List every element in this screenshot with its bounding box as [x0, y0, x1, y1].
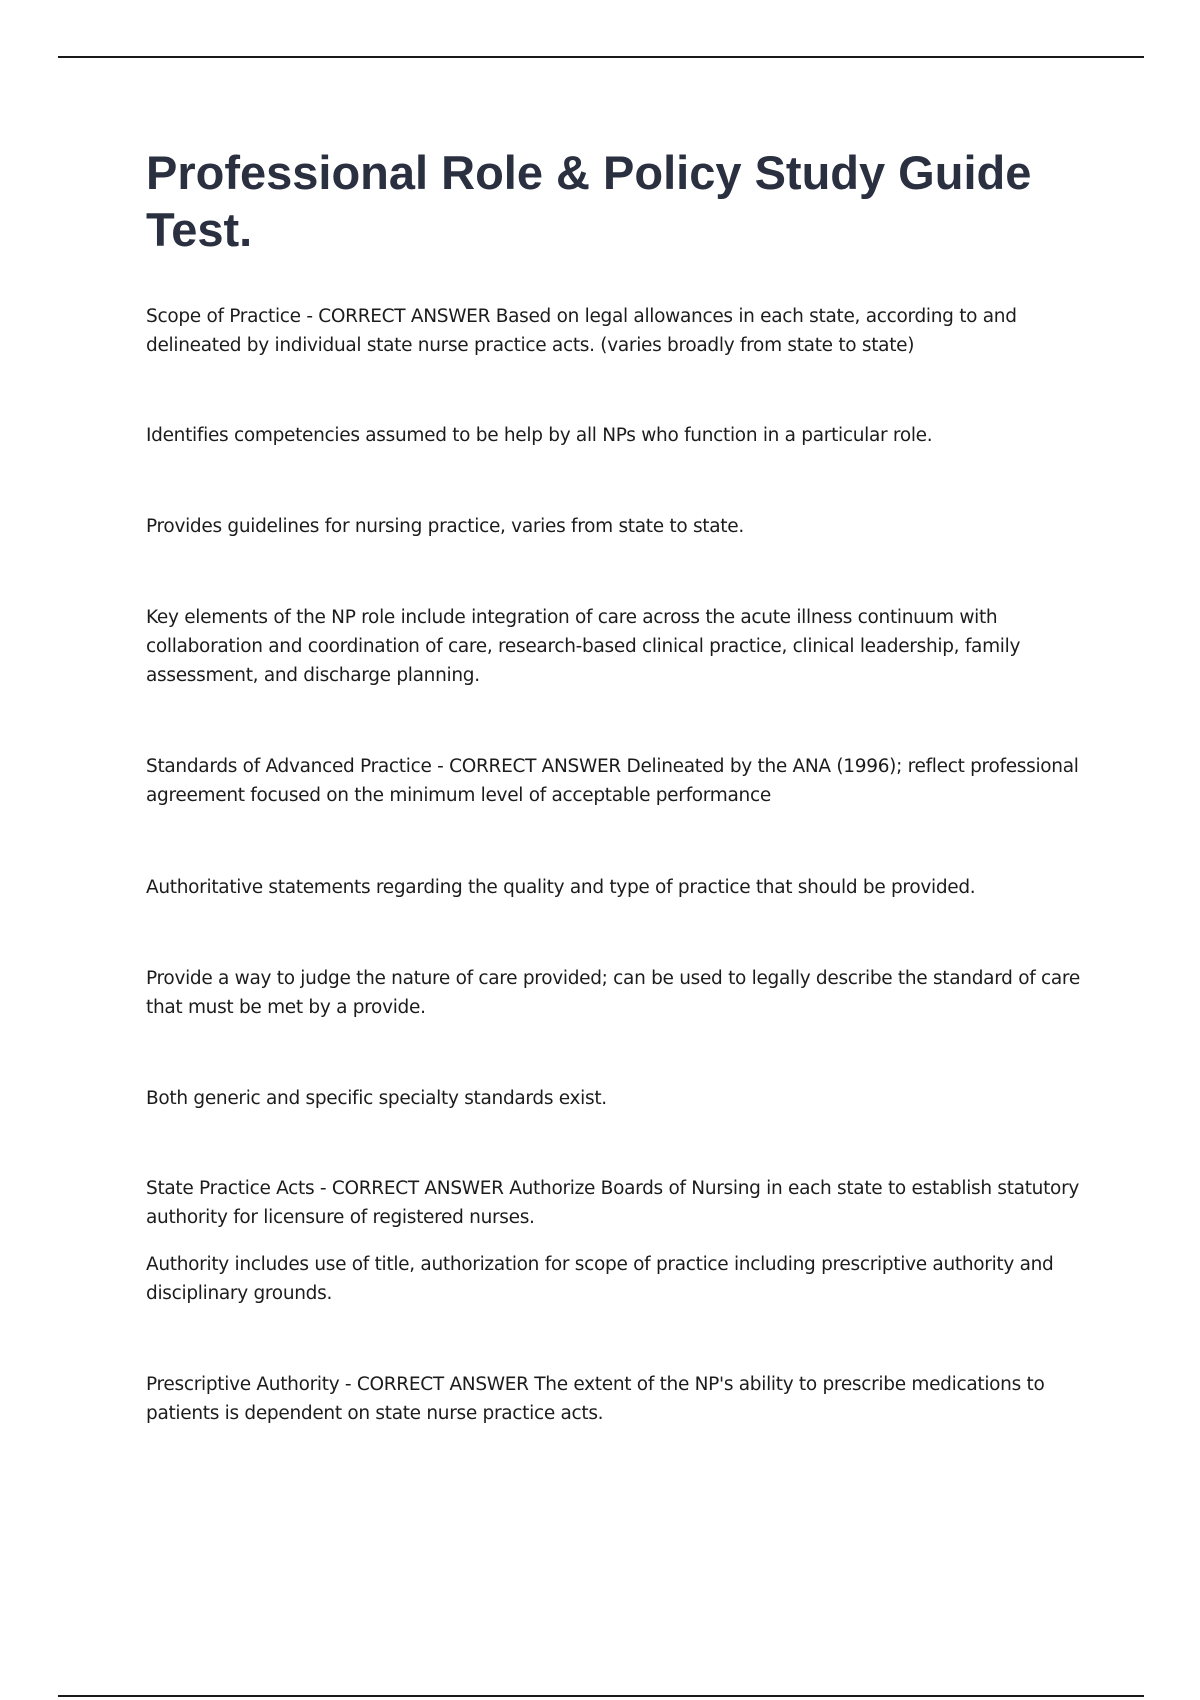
- paragraph-state-practice-acts: State Practice Acts - CORRECT ANSWER Authorize Boards of Nursing in each state to establish statutory authority for licensure of registered nurses.: [146, 1178, 1080, 1228]
- paragraph-key-elements: Key elements of the NP role include integration of care across the acute illness continuum with collaboration and coordination of care, research-based clinical practice, clinical leadership, family assessment, and discharge planning.: [146, 607, 1021, 686]
- paragraph-prescriptive-authority: Prescriptive Authority - CORRECT ANSWER The extent of the NP's ability to prescribe medications to patients is dependent on state nurse practice acts.: [146, 1374, 1045, 1424]
- bottom-divider: [58, 1695, 1144, 1697]
- paragraph-judge-nature-of-care: Provide a way to judge the nature of care provided; can be used to legally describe the standard of care that must be met by a provide.: [146, 968, 1080, 1018]
- paragraph-standards-of-advanced-practice: Standards of Advanced Practice - CORRECT ANSWER Delineated by the ANA (1996); reflect professional agreement focused on the minimum level of acceptable performance: [146, 756, 1079, 806]
- paragraph-guidelines: Provides guidelines for nursing practice, varies from state to state.: [146, 516, 744, 537]
- paragraph-scope-of-practice: Scope of Practice - CORRECT ANSWER Based on legal allowances in each state, according to and delineated by individual state nurse practice acts. (varies broadly from state to state): [146, 306, 1017, 356]
- paragraph-competencies: Identifies competencies assumed to be help by all NPs who function in a particular role.: [146, 425, 933, 446]
- paragraph-authoritative-statements: Authoritative statements regarding the quality and type of practice that should be provided.: [146, 877, 976, 898]
- top-divider: [58, 56, 1144, 58]
- page-title: Professional Role & Policy Study Guide Test.: [146, 146, 1032, 256]
- paragraph-specialty-standards: Both generic and specific specialty standards exist.: [146, 1088, 607, 1109]
- paragraph-authority-includes: Authority includes use of title, authorization for scope of practice including prescriptive authority and disciplinary grounds.: [146, 1254, 1054, 1304]
